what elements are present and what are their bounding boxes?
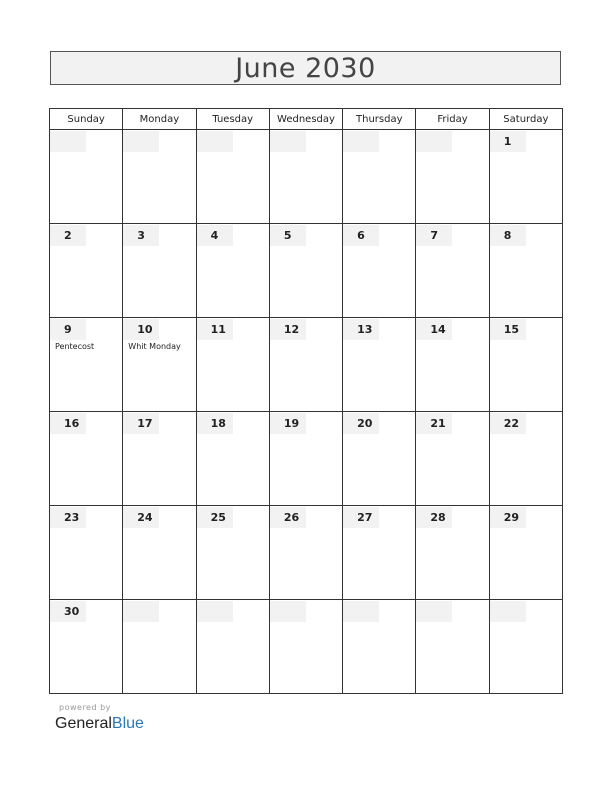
- calendar-day-cell[interactable]: [416, 600, 489, 694]
- calendar-day-cell[interactable]: [50, 600, 123, 694]
- day-number: 23: [50, 507, 86, 528]
- calendar-day-cell[interactable]: [416, 506, 489, 600]
- calendar-day-cell[interactable]: [123, 224, 196, 318]
- calendar-day-cell[interactable]: [196, 412, 269, 506]
- day-number: [123, 131, 159, 152]
- calendar-day-cell[interactable]: [489, 506, 562, 600]
- day-number: [197, 131, 233, 152]
- calendar-week-row: [50, 600, 563, 694]
- calendar-day-cell[interactable]: [489, 130, 562, 224]
- day-number: [416, 601, 452, 622]
- day-number: 21: [416, 413, 452, 434]
- calendar-day-cell[interactable]: [269, 412, 342, 506]
- day-number: 1: [490, 131, 526, 152]
- calendar-day-cell[interactable]: [123, 130, 196, 224]
- calendar-day-cell[interactable]: [196, 600, 269, 694]
- calendar-day-cell[interactable]: [416, 130, 489, 224]
- calendar-week-row: [50, 506, 563, 600]
- calendar-week-row: [50, 130, 563, 224]
- calendar-day-cell[interactable]: [489, 600, 562, 694]
- weekday-tuesday: Tuesday: [196, 109, 269, 130]
- day-number: 22: [490, 413, 526, 434]
- day-number: [490, 601, 526, 622]
- calendar-day-cell[interactable]: [269, 224, 342, 318]
- calendar-day-cell[interactable]: [416, 412, 489, 506]
- calendar-day-cell[interactable]: [123, 600, 196, 694]
- calendar-day-cell[interactable]: [50, 506, 123, 600]
- calendar-day-cell[interactable]: [123, 318, 196, 412]
- day-number: 4: [197, 225, 233, 246]
- calendar-day-cell[interactable]: [343, 224, 416, 318]
- calendar-day-cell[interactable]: [343, 318, 416, 412]
- powered-by-text: powered by: [59, 703, 111, 712]
- day-number: 16: [50, 413, 86, 434]
- day-number: 6: [343, 225, 379, 246]
- calendar-day-cell[interactable]: [343, 600, 416, 694]
- calendar-day-cell[interactable]: [269, 318, 342, 412]
- day-number: 10: [123, 319, 159, 340]
- day-number: [270, 131, 306, 152]
- brand-general-text: General: [55, 715, 112, 732]
- day-number: 30: [50, 601, 86, 622]
- calendar-day-cell[interactable]: [489, 318, 562, 412]
- day-number: 15: [490, 319, 526, 340]
- day-number: 18: [197, 413, 233, 434]
- calendar-day-cell[interactable]: [196, 130, 269, 224]
- calendar-day-cell[interactable]: [269, 600, 342, 694]
- calendar-day-cell[interactable]: [50, 224, 123, 318]
- day-number: 24: [123, 507, 159, 528]
- calendar-day-cell[interactable]: [50, 130, 123, 224]
- day-number: 17: [123, 413, 159, 434]
- calendar-grid: [49, 108, 563, 694]
- calendar-week-row: [50, 224, 563, 318]
- calendar-body: [50, 130, 563, 694]
- day-number: 12: [270, 319, 306, 340]
- calendar-day-cell[interactable]: [50, 412, 123, 506]
- calendar-day-cell[interactable]: [269, 506, 342, 600]
- calendar-title: June 2030: [235, 52, 376, 84]
- holiday-label: Whit Monday: [128, 342, 181, 351]
- day-number: 14: [416, 319, 452, 340]
- day-number: [343, 131, 379, 152]
- day-number: 25: [197, 507, 233, 528]
- weekday-monday: Monday: [123, 109, 196, 130]
- brand-logo[interactable]: [55, 715, 144, 733]
- weekday-wednesday: Wednesday: [269, 109, 342, 130]
- calendar-day-cell[interactable]: [343, 506, 416, 600]
- day-number: 2: [50, 225, 86, 246]
- day-number: [343, 601, 379, 622]
- day-number: [50, 131, 86, 152]
- weekday-thursday: Thursday: [343, 109, 416, 130]
- calendar-day-cell[interactable]: [123, 412, 196, 506]
- day-number: 7: [416, 225, 452, 246]
- day-number: 26: [270, 507, 306, 528]
- calendar-day-cell[interactable]: [343, 130, 416, 224]
- calendar-day-cell[interactable]: [196, 224, 269, 318]
- calendar-day-cell[interactable]: [269, 130, 342, 224]
- day-number: 20: [343, 413, 379, 434]
- day-number: [270, 601, 306, 622]
- day-number: [123, 601, 159, 622]
- day-number: 9: [50, 319, 86, 340]
- day-number: 11: [197, 319, 233, 340]
- brand-blue-text: Blue: [111, 715, 144, 732]
- holiday-label: Pentecost: [55, 342, 95, 351]
- day-number: 3: [123, 225, 159, 246]
- day-number: 29: [490, 507, 526, 528]
- calendar-day-cell[interactable]: [196, 318, 269, 412]
- day-number: 5: [270, 225, 306, 246]
- calendar-week-row: [50, 412, 563, 506]
- calendar-day-cell[interactable]: [416, 318, 489, 412]
- calendar-title-box: [50, 51, 561, 85]
- calendar-day-cell[interactable]: [416, 224, 489, 318]
- calendar-day-cell[interactable]: [50, 318, 123, 412]
- calendar-day-cell[interactable]: [123, 506, 196, 600]
- weekday-sunday: Sunday: [50, 109, 123, 130]
- day-number: 28: [416, 507, 452, 528]
- weekday-header-row: [50, 109, 563, 130]
- weekday-friday: Friday: [416, 109, 489, 130]
- calendar-day-cell[interactable]: [343, 412, 416, 506]
- calendar-week-row: [50, 318, 563, 412]
- calendar-day-cell[interactable]: [196, 506, 269, 600]
- day-number: [197, 601, 233, 622]
- day-number: [416, 131, 452, 152]
- day-number: 8: [490, 225, 526, 246]
- day-number: 27: [343, 507, 379, 528]
- weekday-saturday: Saturday: [489, 109, 562, 130]
- calendar-day-cell[interactable]: [489, 224, 562, 318]
- calendar-day-cell[interactable]: [489, 412, 562, 506]
- day-number: 13: [343, 319, 379, 340]
- day-number: 19: [270, 413, 306, 434]
